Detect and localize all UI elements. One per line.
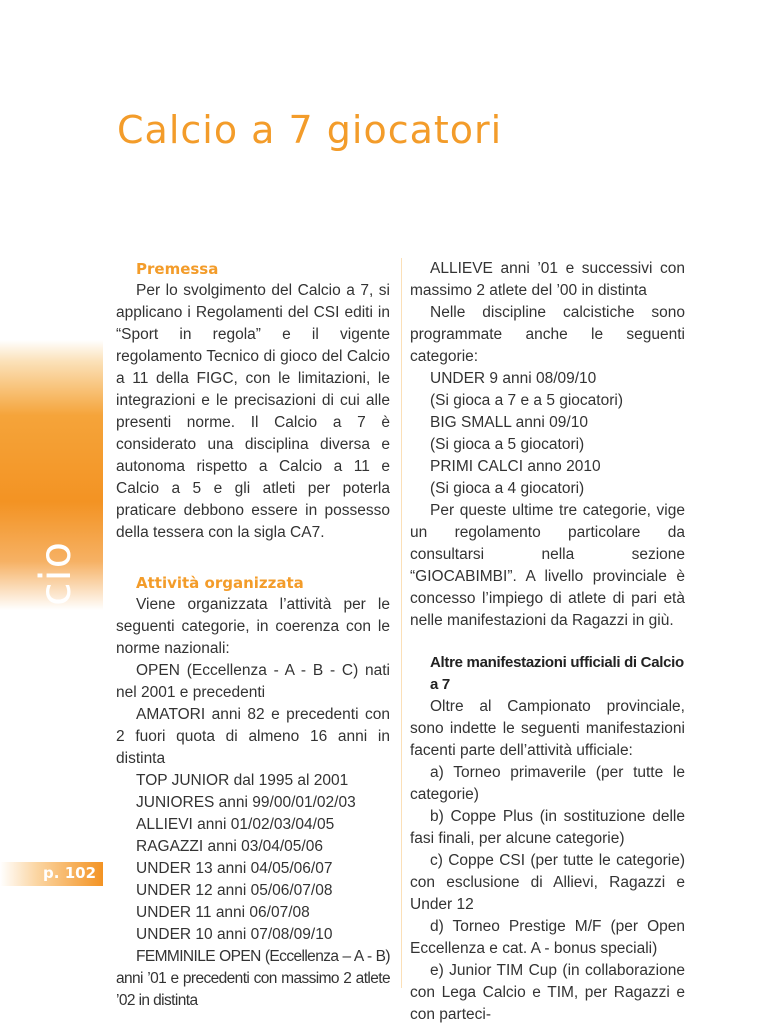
category-item: TOP JUNIOR dal 1995 al 2001 [136,772,349,789]
category-item: ALLIEVI anni 01/02/03/04/05 [136,816,335,833]
manifestation-item: e) Junior TIM Cup (in collaborazione con Lega Calcio e TIM, per Ragazzi e con parteci- [410,962,685,1023]
extra-category-line: PRIMI CALCI anno 2010 [430,458,601,475]
column-divider [401,258,402,988]
page-title: Calcio a 7 giocatori [117,108,503,152]
paragraph-premessa: Per lo svolgimento del Calcio a 7, si applicano i Regolamenti del CSI editi in “Sport in regola” e il vigente regolamento Tecnico di gioco del Calcio a 11 della FIGC, con le limitazioni, le integrazioni e le precisazioni di cui alle presenti norme. Il Calcio a 7 è considerato una disciplina diversa e autonoma rispetto a Calcio a 11 e Calcio a 5 e gli atleti per poterla praticare debbono essere in possesso della tessera con la sigla CA7. [116,282,390,541]
manifestation-item: d) Torneo Prestige M/F (per Open Eccellenza e cat. A - bonus speciali) [410,918,685,957]
paragraph-oltre: Oltre al Campionato provinciale, sono indette le seguenti manifestazioni facenti parte dell’attività ufficiale: [410,698,685,759]
category-item: UNDER 11 anni 06/07/08 [136,904,310,921]
section-side-tab [0,340,103,671]
manifestation-item: c) Coppe CSI (per tutte le categorie) con esclusione di Allievi, Ragazzi e Under 12 [410,852,685,913]
paragraph-nelle-discipline: Nelle discipline calcistiche sono programmate anche le seguenti categorie: [410,304,685,365]
extra-category-line: (Si gioca a 7 e a 5 giocatori) [430,392,623,409]
paragraph-attivita: Viene organizzata l’attività per le seguenti categorie, in coerenza con le norme nazionali: [116,596,390,657]
category-allieve: ALLIEVE anni ’01 e successivi con massimo 2 atlete del ’00 in distinta [410,260,685,299]
category-item: JUNIORES anni 99/00/01/02/03 [136,794,356,811]
category-amatori: AMATORI anni 82 e precedenti con 2 fuori quota di almeno 16 anni in distinta [116,706,390,767]
manifestation-item: a) Torneo primaverile (per tutte le categorie) [410,764,685,803]
heading-attivita: Attività organizzata [136,574,304,592]
extra-category-line: UNDER 9 anni 08/09/10 [430,370,597,387]
page-number-tab [0,862,103,886]
category-item: UNDER 10 anni 07/08/09/10 [136,926,333,943]
heading-premessa: Premessa [136,260,219,278]
left-column [116,258,390,1012]
manifestation-item: b) Coppe Plus (in sostituzione delle fasi finali, per alcune categorie) [410,808,685,847]
extra-category-line: (Si gioca a 5 giocatori) [430,436,585,453]
category-open: OPEN (Eccellenza - A - B - C) nati nel 2001 e precedenti [116,662,390,701]
right-column [410,258,685,1026]
section-side-label: calcio [31,541,81,671]
page-number: p. 102 [43,864,96,882]
category-femminile: FEMMINILE OPEN (Eccellenza – A - B) anni ’01 e precedenti con massimo 2 atlete ’02 in distinta [116,948,390,1009]
category-item: RAGAZZI anni 03/04/05/06 [136,838,323,855]
category-item: UNDER 12 anni 05/06/07/08 [136,882,333,899]
category-item: UNDER 13 anni 04/05/06/07 [136,860,333,877]
extra-category-line: (Si gioca a 4 giocatori) [430,480,585,497]
extra-category-line: BIG SMALL anni 09/10 [430,414,588,431]
paragraph-queste: Per queste ultime tre categorie, vige un regolamento particolare da consultarsi nella sezione “GIOCABIMBI”. A livello provinciale è concesso l’impiego di atlete di pari età nelle manifestazioni da Ragazzi in giù. [410,502,685,629]
heading-altre-manifestazioni: Altre manifestazioni ufficiali di Calcio a 7 [430,654,684,693]
